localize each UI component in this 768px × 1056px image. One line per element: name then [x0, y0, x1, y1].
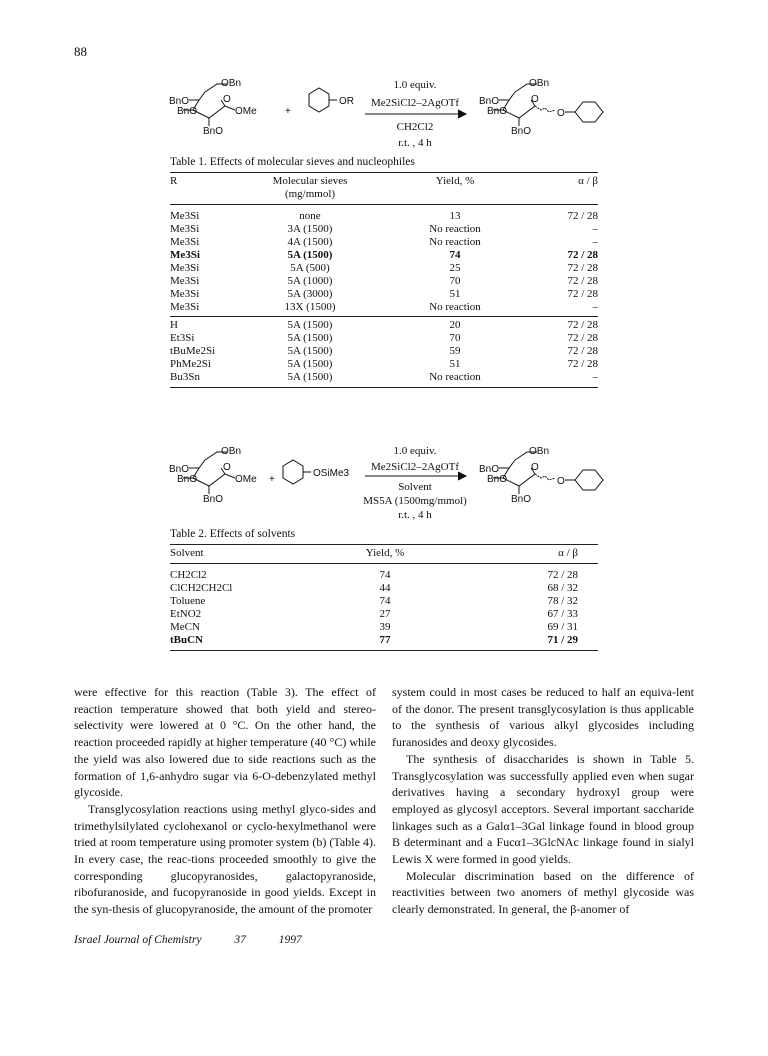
product-bno-label-1: BnO	[479, 96, 500, 107]
sieves-label: Molecular sieves	[272, 175, 348, 187]
table-cell: Me3Si	[170, 210, 200, 222]
table-cell: Me3Si	[170, 262, 200, 274]
table-cell: 25	[449, 262, 461, 274]
table-cell: none	[299, 210, 321, 222]
table-row	[170, 371, 598, 388]
table-row	[170, 332, 598, 345]
s2-product-ring-o: O	[531, 462, 539, 473]
table-cell: 72 / 28	[567, 249, 598, 261]
acceptor-group: OR	[339, 96, 354, 107]
table-cell: 5A (1500)	[287, 345, 333, 357]
s2-obn-label: OBn	[221, 446, 242, 457]
paragraph: Transglycosylation reactions using methyl glyco-sides and trimethylsilylated cyclohexanol or cyclo-hexylmethanol were tried at room temperature using promoter system (b) (Table 4). In every case, the reac-tions proceeded smoothly to give the corresponding glucopyranosides, galactopyranoside, ribofuranoside, and fucopyranoside in good yields. Except in the syn-thesis of glucopyranoside, the amount of the promoter	[74, 801, 376, 917]
table-cell: 74	[379, 569, 391, 581]
table-cell: –	[592, 223, 598, 235]
table-row	[170, 288, 598, 301]
page-footer	[74, 934, 332, 946]
table-cell: 51	[449, 358, 461, 370]
table-cell: 51	[449, 288, 461, 300]
table-cell: 68 / 32	[547, 582, 578, 594]
scheme-2-drawing	[165, 446, 605, 528]
s2-sieves: MS5A (1500mg/mmol)	[363, 495, 467, 507]
ring-o-label: O	[223, 94, 231, 105]
table-cell: 71 / 29	[547, 634, 578, 646]
s2-product-bno-2: BnO	[487, 474, 508, 485]
table-cell: Bu3Sn	[170, 371, 200, 383]
solvent: CH2Cl2	[396, 121, 434, 133]
col-header-yield: Yield, %	[435, 175, 475, 187]
table-cell: 5A (1500)	[287, 332, 333, 344]
table-cell: 27	[379, 608, 391, 620]
table-cell: 13	[449, 210, 461, 222]
col-header-ratio: α / β	[578, 175, 598, 187]
paragraph: were effective for this reaction (Table 3). The effect of reaction temperature showed that both yield and stereo-selectivity were lowered at 0 °C. On the other hand, the reaction proceeded rapidly at higher temperature (40 °C) while the yield was also lowered due to side reactions such as the formation of 1,6-anhydro sugar via 6-O-debenzylated methyl glycoside.	[74, 685, 377, 800]
col-header-sieves	[240, 173, 380, 205]
table-cell: –	[592, 236, 598, 248]
s2-bno-label-1: BnO	[169, 464, 190, 475]
table-cell: 44	[379, 582, 391, 594]
table-cell: 5A (1500)	[287, 249, 333, 261]
table-cell: H	[170, 317, 240, 333]
table-row	[170, 634, 598, 651]
s2-reagent-amount: 1.0 equiv.	[393, 446, 437, 457]
col-header-r: R	[170, 175, 178, 187]
paragraph: Molecular discrimination based on the difference of reactivities between two anomers of methyl glycoside was clearly demonstrated. In general, the β-anomer of	[392, 868, 694, 917]
table-row	[170, 345, 598, 358]
table-cell: CH2Cl2	[170, 569, 207, 581]
table-cell: No reaction	[429, 223, 481, 235]
table-cell: PhMe2Si	[170, 358, 211, 370]
reaction-scheme-2	[165, 446, 605, 528]
table-cell: 5A (1000)	[287, 275, 333, 287]
table-cell: Et3Si	[170, 332, 195, 344]
journal-year: 1997	[278, 934, 302, 946]
table-cell: 3A (1500)	[287, 223, 333, 235]
table-cell: 72 / 28	[567, 275, 598, 287]
table-cell: 72 / 28	[567, 262, 598, 274]
obn-label: OBn	[221, 78, 242, 89]
body-column-left	[74, 684, 376, 918]
table-cell: 5A (1500)	[240, 317, 380, 333]
table-row	[170, 236, 598, 249]
s2-solvent: Solvent	[398, 481, 432, 493]
table-cell: Me3Si	[170, 223, 200, 235]
table-cell: No reaction	[429, 371, 481, 383]
product-obn-label: OBn	[529, 78, 550, 89]
t2-col-header-yield: Yield, %	[365, 547, 405, 559]
table-cell: Toluene	[170, 595, 206, 607]
table-row	[170, 608, 598, 621]
table-cell: 72 / 28	[567, 288, 598, 300]
table-cell: 72 / 28	[567, 210, 598, 222]
glycosidic-o: O	[557, 108, 565, 119]
table-cell: 70	[449, 332, 461, 344]
product-ring-o: O	[531, 94, 539, 105]
table-cell: 72 / 28	[530, 317, 598, 333]
table-cell: 4A (1500)	[287, 236, 333, 248]
s2-plus-sign: +	[269, 474, 275, 485]
body-column-right	[392, 684, 694, 918]
table-cell: 72 / 28	[567, 345, 598, 357]
table-cell: 67 / 33	[547, 608, 578, 620]
table-row	[170, 317, 598, 333]
s2-glycosidic-o: O	[557, 476, 565, 487]
table-row	[170, 205, 598, 224]
table-row	[170, 275, 598, 288]
table-cell: 74	[449, 249, 461, 261]
table-cell: Me3Si	[170, 301, 200, 313]
bno-label-1: BnO	[169, 96, 190, 107]
plus-sign: +	[285, 106, 291, 117]
page-number: 88	[74, 44, 87, 59]
table-row	[170, 262, 598, 275]
table-2	[170, 544, 598, 651]
table-row	[170, 223, 598, 236]
table-cell: 77	[379, 634, 391, 646]
table-cell: 5A (1500)	[287, 371, 333, 383]
table-cell: 74	[379, 595, 391, 607]
table-cell: No reaction	[429, 301, 481, 313]
paragraph: The synthesis of disaccharides is shown in Table 5. Transglycosylation was successfully applied even when sugar derivatives having a secondary hydroxyl group were employed as glycosyl acceptors. Several important saccharide linkages such as a Galα1–3Gal linkage found in blood group B determinant and a Fucα1–3GlcNAc linkage found in sialyl Lewis X were formed in good yields.	[392, 751, 694, 867]
s2-product-bno-3: BnO	[511, 494, 532, 505]
s2-product-obn: OBn	[529, 446, 550, 457]
s2-promoter: Me2SiCl2–2AgOTf	[371, 461, 459, 473]
s2-acceptor-group: OSiMe3	[313, 468, 350, 479]
table-cell: MeCN	[170, 621, 200, 633]
table-cell: EtNO2	[170, 608, 202, 620]
bno-label-2: BnO	[177, 106, 198, 117]
table-row	[170, 595, 598, 608]
product-bno-label-3: BnO	[511, 126, 532, 137]
table-row	[170, 358, 598, 371]
table-1-caption: Table 1. Effects of molecular sieves and nucleophiles	[170, 156, 415, 168]
s2-bno-label-2: BnO	[177, 474, 198, 485]
table-cell: Me3Si	[170, 249, 200, 261]
table-row	[170, 564, 598, 583]
t2-col-header-ratio: α / β	[558, 547, 578, 559]
table-row	[170, 249, 598, 262]
table-row	[170, 301, 598, 317]
product-bno-label-2: BnO	[487, 106, 508, 117]
s2-ome-label: OMe	[235, 474, 257, 485]
s2-ring-o: O	[223, 462, 231, 473]
s2-product-bno-1: BnO	[479, 464, 500, 475]
table-cell: 39	[379, 621, 391, 633]
table-cell: 13X (1500)	[284, 301, 336, 313]
table-cell: 5A (1500)	[287, 358, 333, 370]
table-cell: tBuMe2Si	[170, 345, 216, 357]
table-1	[170, 172, 598, 388]
table-cell: 72 / 28	[567, 332, 598, 344]
table-cell: Me3Si	[170, 288, 200, 300]
table-row	[170, 582, 598, 595]
s2-conditions: r.t. , 4 h	[398, 509, 432, 521]
bno-label-3: BnO	[203, 126, 224, 137]
table-cell: tBuCN	[170, 634, 204, 646]
table-cell: –	[592, 301, 598, 313]
table-cell: –	[592, 371, 598, 383]
journal-name: Israel Journal of Chemistry	[74, 934, 202, 946]
s2-bno-label-3: BnO	[203, 494, 224, 505]
table-cell: Me3Si	[170, 236, 200, 248]
table-cell: 78 / 32	[547, 595, 578, 607]
table-cell: 5A (500)	[290, 262, 330, 274]
table-cell: No reaction	[429, 236, 481, 248]
reagent-amount: 1.0 equiv.	[393, 79, 437, 91]
t2-col-header-solvent: Solvent	[170, 547, 204, 559]
table-cell: 5A (3000)	[287, 288, 333, 300]
ome-label: OMe	[235, 106, 257, 117]
journal-volume: 37	[234, 934, 246, 946]
sieves-unit: (mg/mmol)	[284, 188, 336, 200]
table-cell: 72 / 28	[547, 569, 578, 581]
table-cell: 69 / 31	[547, 621, 578, 633]
table-cell: 70	[449, 275, 461, 287]
table-cell: 59	[449, 345, 461, 357]
paragraph: system could in most cases be reduced to half an equiva-lent of the donor. The present transglycosylation is thus applicable to the synthesis of various alkyl glycosides including furanosides and deoxy glycosides.	[392, 685, 694, 750]
table-cell: 20	[380, 317, 530, 333]
table-cell: Me3Si	[170, 275, 200, 287]
conditions: r.t. , 4 h	[398, 137, 432, 149]
table-row	[170, 621, 598, 634]
table-cell: ClCH2CH2Cl	[170, 582, 233, 594]
promoter: Me2SiCl2–2AgOTf	[371, 97, 459, 109]
table-2-caption: Table 2. Effects of solvents	[170, 528, 296, 540]
table-cell: 72 / 28	[567, 358, 598, 370]
